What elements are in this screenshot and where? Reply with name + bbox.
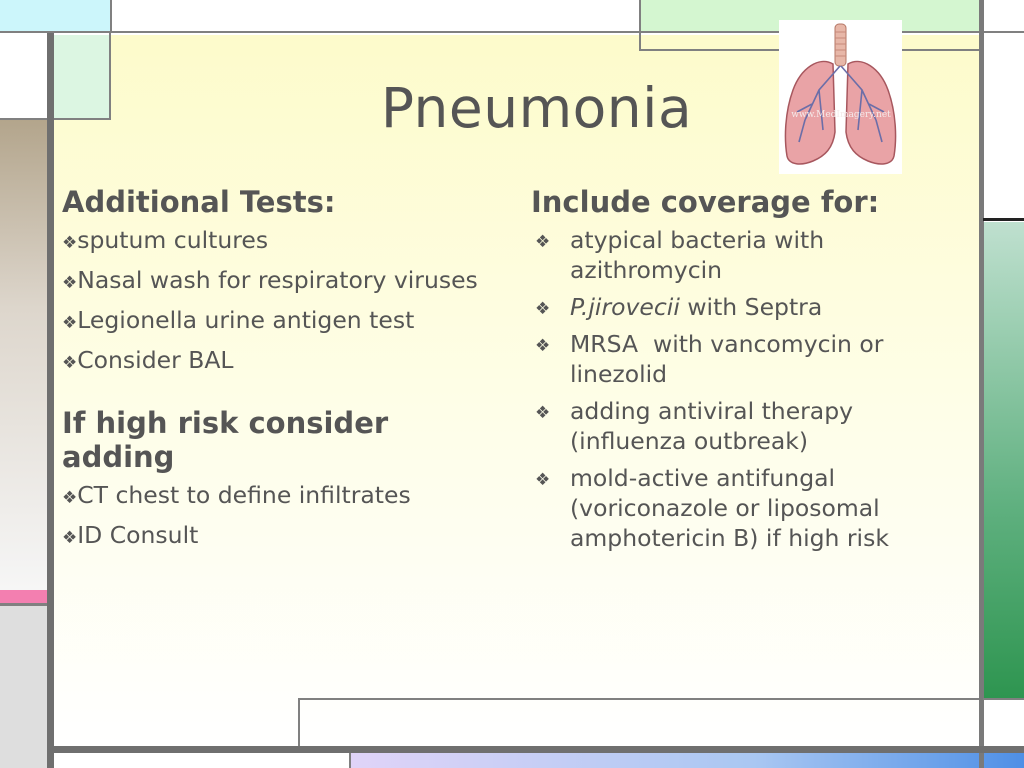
list-item-text: adding antiviral therapy (influenza outbreak) (570, 397, 854, 455)
list-item-text: Consider BAL (77, 346, 234, 374)
high-risk-heading: If high risk consider adding (62, 406, 389, 474)
diamond-bullet-icon: ❖ (535, 299, 551, 319)
decor-block-cyan (0, 0, 110, 31)
list-item-text: mold-active antifungal (voriconazole or liposomal amphotericin B) if high risk (570, 464, 889, 552)
decor-block-green-gradient (983, 222, 1024, 698)
diamond-bullet-icon: ❖ (535, 403, 551, 423)
diamond-bullet-icon: ❖ (62, 273, 78, 293)
list-item-text: CT chest to define infiltrates (77, 481, 411, 509)
decor-block-pink (0, 590, 48, 603)
list-item (531, 329, 961, 389)
list-item-text: Legionella urine antigen test (77, 306, 415, 334)
coverage-heading: Include coverage for: (531, 185, 880, 219)
list-item-text: with Septra (679, 293, 823, 321)
left-column (62, 185, 502, 553)
list-item-text: Nasal wash for respiratory viruses (77, 266, 478, 294)
list-item (62, 480, 502, 513)
list-item (62, 520, 502, 553)
coverage-list (531, 225, 961, 553)
image-watermark: www.MedImagery.net (791, 110, 891, 120)
list-item (531, 463, 961, 553)
diamond-bullet-icon: ❖ (62, 233, 78, 253)
list-item (62, 305, 502, 338)
slide-title: Pneumonia (380, 76, 693, 140)
diamond-bullet-icon: ❖ (62, 528, 78, 548)
decor-block-grey (0, 606, 48, 768)
diamond-bullet-icon: ❖ (62, 488, 78, 508)
decor-block-tan (0, 120, 48, 590)
list-item (531, 396, 961, 456)
list-item (62, 265, 502, 298)
list-item (62, 225, 502, 258)
diamond-bullet-icon: ❖ (535, 232, 551, 252)
additional-tests-heading: Additional Tests: (62, 185, 336, 219)
list-item-text: sputum cultures (77, 226, 269, 254)
tests-list (62, 225, 502, 378)
list-item-text: atypical bacteria with azithromycin (570, 226, 825, 284)
diamond-bullet-icon: ❖ (535, 470, 551, 490)
right-column (531, 185, 961, 553)
diamond-bullet-icon: ❖ (62, 313, 78, 333)
high-risk-list (62, 480, 502, 553)
diamond-bullet-icon: ❖ (62, 353, 78, 373)
decor-block-purple (351, 753, 1024, 768)
list-item-text: MRSA with vancomycin or linezolid (570, 330, 891, 388)
diamond-bullet-icon: ❖ (535, 336, 551, 356)
list-item (531, 225, 961, 285)
list-item-text: ID Consult (77, 521, 199, 549)
list-item (62, 345, 502, 378)
organism-name: P.jirovecii (570, 293, 680, 321)
list-item (531, 292, 961, 322)
